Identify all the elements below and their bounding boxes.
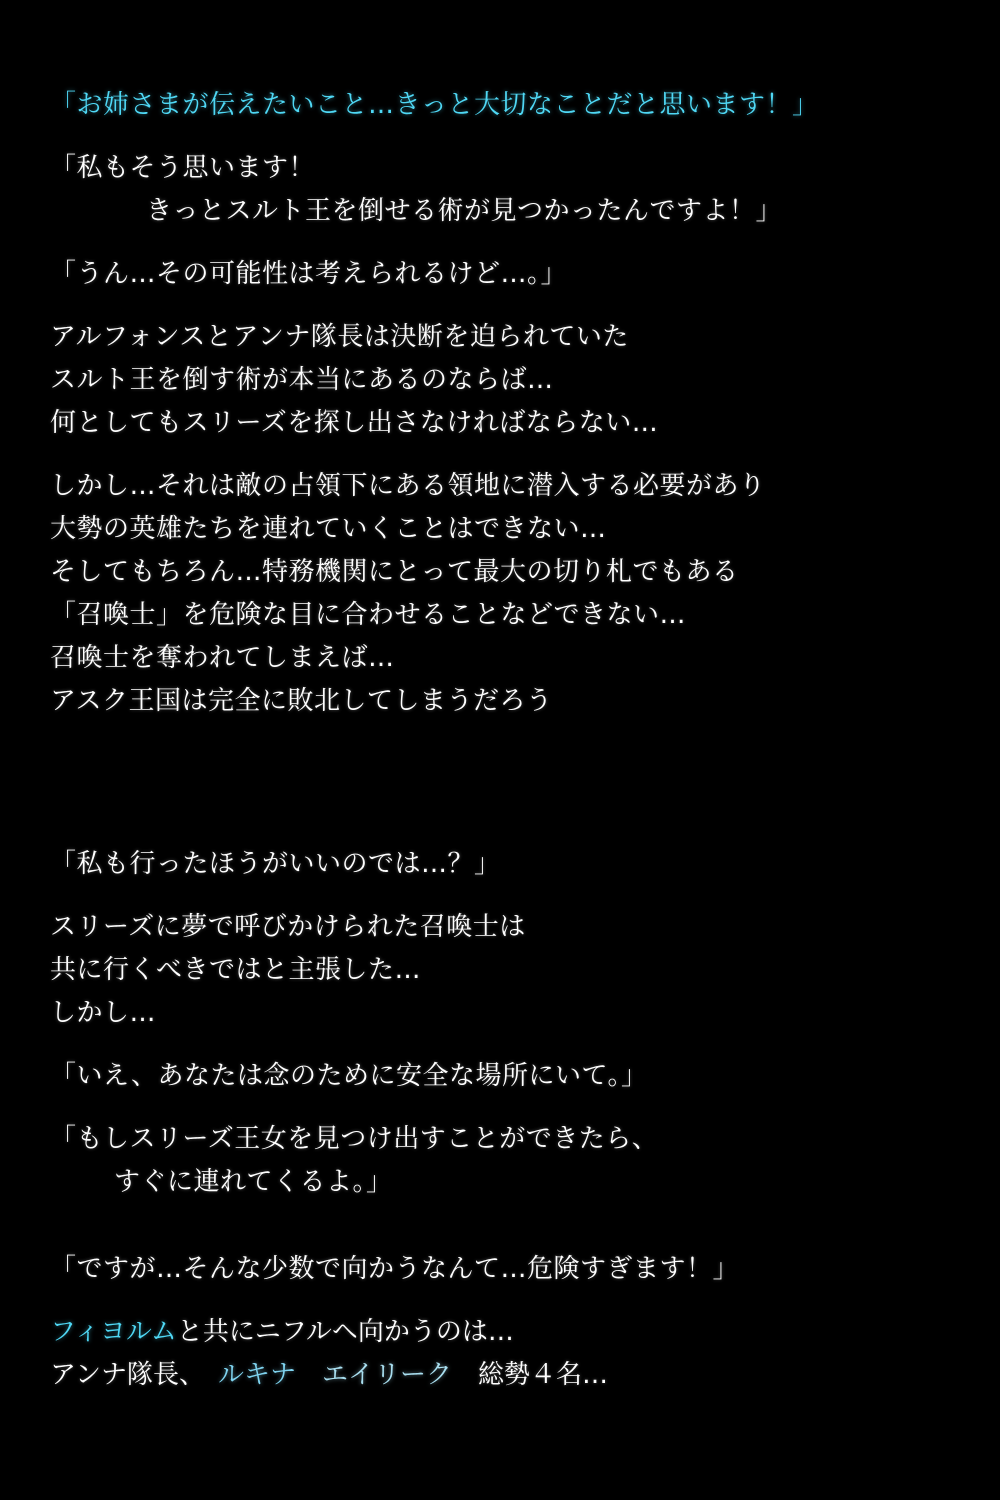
story-line: アルフォンスとアンナ隊長は決断を迫られていた: [50, 322, 629, 352]
story-line: 「私も行ったほうがいいのでは…？」: [50, 849, 501, 879]
story-line: 召喚士を奪われてしまえば…: [50, 643, 395, 673]
quote-block-5: [50, 1055, 950, 1098]
quote-block-7: [50, 1248, 950, 1291]
spacer-large: [50, 723, 950, 843]
story-line-text: 総勢４名…: [478, 1360, 609, 1390]
story-line: 「召喚士」を危険な目に合わせることなどできない…: [50, 600, 687, 630]
spacer: [50, 1035, 950, 1055]
story-line: スリーズに夢で呼びかけられた召喚士は: [50, 912, 526, 942]
story-line: スルト王を倒す術が本当にあるのならば…: [50, 365, 554, 395]
narration-block-3: [50, 906, 950, 1035]
spacer: [50, 1291, 950, 1311]
story-line: アスク王国は完全に敗北してしまうだろう: [50, 686, 553, 716]
spacer: [50, 127, 950, 147]
story-line: 共に行くべきではと主張した…: [50, 955, 422, 985]
quote-block-6: [50, 1118, 950, 1204]
character-name-lucina: ルキナ: [217, 1360, 296, 1390]
story-line: そしてもちろん…特務機関にとって最大の切り札でもある: [50, 557, 739, 587]
story-line-party-destination: [50, 1311, 950, 1354]
final-block: [50, 1311, 950, 1397]
story-line: きっとスルト王を倒せる術が見つかったんですよ！」: [146, 196, 783, 226]
quote-block-4: [50, 843, 950, 886]
story-line: 「うん…その可能性は考えられるけど…。」: [50, 259, 568, 289]
quote-block-2: [50, 147, 950, 233]
character-name-fjorm: フィヨルム: [50, 1317, 177, 1347]
spacer: [50, 886, 950, 906]
story-line: 「もしスリーズ王女を見つけ出すことができたら、: [50, 1124, 659, 1154]
spacer: [50, 1098, 950, 1118]
narration-block-2: [50, 465, 950, 723]
story-line: 「私もそう思います！: [50, 153, 316, 183]
story-line: しかし…: [50, 998, 157, 1028]
spacer: [50, 1204, 950, 1248]
story-line: 「いえ、あなたは念のために安全な場所にいて。」: [50, 1061, 648, 1091]
story-line-party-members: [50, 1354, 950, 1397]
story-line: 何としてもスリーズを探し出さなければならない…: [50, 408, 659, 438]
story-line: 「お姉さまが伝えたいこと…きっと大切なことだと思います！」: [50, 90, 819, 120]
story-line-text: と共にニフルヘ向かうのは…: [176, 1317, 514, 1347]
story-line: 大勢の英雄たちを連れていくことはできない…: [50, 514, 607, 544]
story-line: 「ですが…そんな少数で向かうなんて…危険すぎます！」: [50, 1254, 740, 1284]
story-line: すぐに連れてくるよ。」: [114, 1167, 393, 1197]
spacer: [50, 296, 950, 316]
story-text-container: [50, 84, 950, 1397]
quote-block-1: [50, 84, 950, 127]
story-line-text: アンナ隊長、: [50, 1360, 192, 1390]
story-line: しかし…それは敵の占領下にある領地に潜入する必要があり: [50, 471, 766, 501]
quote-block-3: [50, 253, 950, 296]
spacer: [50, 445, 950, 465]
narration-block-1: [50, 316, 950, 445]
character-name-eirika: エイリーク: [322, 1360, 453, 1390]
spacer: [50, 233, 950, 253]
